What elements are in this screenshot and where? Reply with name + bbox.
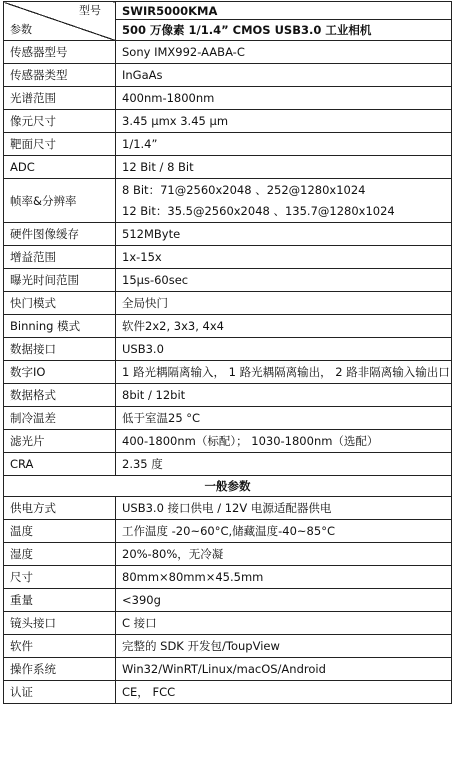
- spec-value: 8bit / 12bit: [116, 384, 452, 407]
- spec-value: USB3.0: [116, 338, 452, 361]
- spec-label: 光谱范围: [4, 87, 116, 110]
- spec-label: 数字IO: [4, 361, 116, 384]
- spec-label: Binning 模式: [4, 315, 116, 338]
- spec-label: 重量: [4, 589, 116, 612]
- spec-row: [4, 223, 452, 246]
- spec-row: [4, 64, 452, 87]
- spec-value: 512MByte: [116, 223, 452, 246]
- header-row-model: [4, 2, 452, 20]
- spec-label: 传感器类型: [4, 64, 116, 87]
- spec-label: 操作系统: [4, 658, 116, 681]
- spec-value: 400nm-1800nm: [116, 87, 452, 110]
- spec-row: [4, 658, 452, 681]
- spec-value: InGaAs: [116, 64, 452, 87]
- spec-row: [4, 430, 452, 453]
- spec-value-line: 12 Bit：35.5@2560x2048 、135.7@1280x1024: [122, 203, 395, 218]
- spec-value: USB3.0 接口供电 / 12V 电源适配器供电: [116, 497, 452, 520]
- spec-label: 硬件图像缓存: [4, 223, 116, 246]
- spec-label: 湿度: [4, 543, 116, 566]
- spec-value: 全局快门: [116, 292, 452, 315]
- spec-row: [4, 612, 452, 635]
- spec-value: C 接口: [116, 612, 452, 635]
- spec-label: ADC: [4, 156, 116, 179]
- spec-value: 15μs-60sec: [116, 269, 452, 292]
- model-name: SWIR5000KMA: [116, 2, 452, 20]
- header-corner-top: 型号: [79, 4, 101, 17]
- spec-label: 滤光片: [4, 430, 116, 453]
- spec-value: 20%-80%，无冷凝: [116, 543, 452, 566]
- spec-row: [4, 543, 452, 566]
- spec-value: 低于室温25 °C: [116, 407, 452, 430]
- spec-value: 1/1.4”: [116, 133, 452, 156]
- spec-row: [4, 520, 452, 543]
- spec-value: 1 路光耦隔离输入， 1 路光耦隔离输出， 2 路非隔离输入输出口: [116, 361, 452, 384]
- section-title: 一般参数: [4, 476, 452, 497]
- spec-label: 认证: [4, 681, 116, 704]
- spec-label: 软件: [4, 635, 116, 658]
- spec-row: [4, 681, 452, 704]
- spec-row: [4, 315, 452, 338]
- spec-row: [4, 589, 452, 612]
- spec-value: 400-1800nm（标配）； 1030-1800nm（选配）: [116, 430, 452, 453]
- spec-value-line: 8 Bit：71@2560x2048 、252@1280x1024: [122, 182, 366, 197]
- spec-row: [4, 133, 452, 156]
- spec-value: CE， FCC: [116, 681, 452, 704]
- spec-value: 软件2x2, 3x3, 4x4: [116, 315, 452, 338]
- spec-row: [4, 338, 452, 361]
- spec-row: [4, 361, 452, 384]
- spec-label: 增益范围: [4, 246, 116, 269]
- spec-row: [4, 156, 452, 179]
- spec-value: 12 Bit / 8 Bit: [116, 156, 452, 179]
- spec-row: [4, 179, 452, 223]
- spec-label: 快门模式: [4, 292, 116, 315]
- spec-row: [4, 246, 452, 269]
- spec-label: 制冷温差: [4, 407, 116, 430]
- spec-row: [4, 292, 452, 315]
- header-corner-cell: [4, 2, 116, 41]
- spec-label: 尺寸: [4, 566, 116, 589]
- spec-label: 传感器型号: [4, 41, 116, 64]
- spec-value: 2.35 度: [116, 453, 452, 476]
- spec-label: 数据格式: [4, 384, 116, 407]
- spec-row: [4, 110, 452, 133]
- spec-value: 3.45 μmx 3.45 μm: [116, 110, 452, 133]
- spec-value: Sony IMX992-AABA-C: [116, 41, 452, 64]
- spec-label: CRA: [4, 453, 116, 476]
- spec-row: [4, 635, 452, 658]
- spec-label: 靶面尺寸: [4, 133, 116, 156]
- spec-value: 完整的 SDK 开发包/ToupView: [116, 635, 452, 658]
- spec-label: 温度: [4, 520, 116, 543]
- spec-label: 供电方式: [4, 497, 116, 520]
- spec-label: 曝光时间范围: [4, 269, 116, 292]
- header-corner-bottom: 参数: [10, 23, 32, 36]
- spec-value: <390g: [116, 589, 452, 612]
- spec-row: [4, 566, 452, 589]
- spec-value: Win32/WinRT/Linux/macOS/Android: [116, 658, 452, 681]
- spec-label: 帧率&分辨率: [4, 179, 116, 223]
- spec-row: [4, 269, 452, 292]
- spec-row: [4, 497, 452, 520]
- section-row: [4, 476, 452, 497]
- spec-label: 镜头接口: [4, 612, 116, 635]
- spec-value: [116, 179, 452, 223]
- spec-row: [4, 453, 452, 476]
- spec-row: [4, 87, 452, 110]
- spec-value: 1x-15x: [116, 246, 452, 269]
- spec-row: [4, 384, 452, 407]
- spec-value: 80mm×80mm×45.5mm: [116, 566, 452, 589]
- spec-row: [4, 407, 452, 430]
- spec-value: 工作温度 -20~60°C,储藏温度-40~85°C: [116, 520, 452, 543]
- spec-label: 数据接口: [4, 338, 116, 361]
- model-summary: 500 万像素 1/1.4” CMOS USB3.0 工业相机: [116, 20, 452, 41]
- spec-table: [3, 1, 452, 704]
- spec-label: 像元尺寸: [4, 110, 116, 133]
- spec-row: [4, 41, 452, 64]
